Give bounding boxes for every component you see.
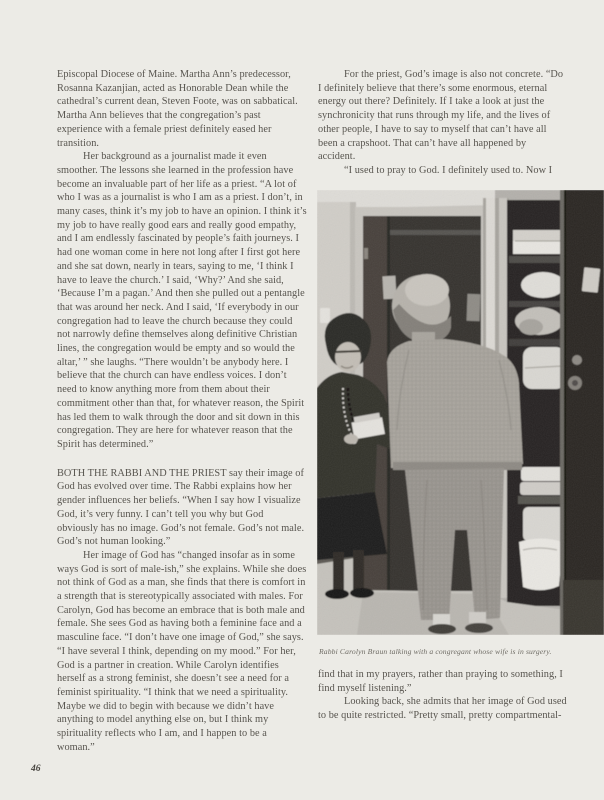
photo-rabbi-with-congregant bbox=[317, 190, 604, 635]
paragraph: Her image of God has “changed insofar as in some ways God is sort of male-ish,” she explains. While she does not think of God as a man, she finds that there is comfort in a strength that is stereotypically associated with males. For Carolyn, God has become an embrace that is both male and female. She sees God as having both a feminine face and a masculine face. “I don’t have one image of God,” she says. “I have several I think, depending on my mood.” For her, God is a partner in creation. While Carolyn identifies herself as a strong feminist, she doesn’t see a need for a feminist spirituality. “I think that we need a spirituality. Maybe we did to begin with because we didn’t have anything to model anything else on, but I think my spirituality reflects who I am, and I happen to be a woman.” bbox=[57, 549, 307, 753]
paragraph: Episcopal Diocese of Maine. Martha Ann’s predecessor, Rosanna Kazanjian, acted as Honorable Dean while the cathedral’s current dean, Steven Foote, was on sabbatical. Martha Ann believes that the congregation’s past experience with a female priest definitely eased her transition. bbox=[57, 69, 298, 149]
photo-caption: Rabbi Carolyn Braun talking with a congregant whose wife is in surgery. bbox=[319, 647, 552, 656]
page-number: 46 bbox=[31, 764, 41, 774]
photo-illustration bbox=[317, 190, 604, 635]
paragraph: find that in my prayers, rather than praying to something, I find myself listening.” bbox=[318, 669, 563, 694]
right-text-column-top bbox=[318, 68, 565, 178]
paragraph: “I used to pray to God. I definitely used to. Now I bbox=[344, 164, 553, 176]
left-text-column bbox=[57, 68, 307, 754]
paragraph: For the priest, God’s image is also not concrete. “Do I definitely believe that there’s some enormous, eternal energy out there? Definitely. If I take a look at just the synchronicity that runs through my life, and the lives of other people, I have to say to myself that can’t have all been a crapshoot. That can’t have all happened by accident. bbox=[318, 69, 564, 163]
paragraph: Her background as a journalist made it even smoother. The lessons she learned in the profession have become an invaluable part of her life as a priest. “A lot of who I was as a journalist is who I am as a priest. I don’t, in many cases, think it’s my job to have an opinion. I think it’s my job to have really good ears and really good empathy, and I am endlessly fascinated by people’s faith journeys. I had one woman come in here not long after I first got here and she sat down, nearly in tears, saying to me, ‘I think I have to leave the church.’ I said, ‘Why?’ And she said, ‘Because I’m a pagan.’ And then she pulled out a pentangle that was around her neck. And I said, ‘If everybody in our congregation had to leave the church because they could not narrowly define themselves along definitive Christian lines, the congregation would be empty and so would the altar,’ ” she laughs. “There wouldn’t be anybody here. I believe that the church can have endless voices. I don’t need to know anything more from them about their commitment other than that, for whatever reason, the Spirit has led them to walk through the door and sit down in this congregation. They are here for whatever reason that the Spirit has determined.” bbox=[57, 151, 307, 450]
paragraph: BOTH THE RABBI AND THE PRIEST say their image of God has evolved over time. The Rabbi explains how her gender influences her beliefs. “When I say how I visualize God, it’s very funny. I can’t tell you why but God obviously has no image. God’s not female. God’s not male. God’s not human looking.” bbox=[57, 467, 305, 548]
paragraph: Looking back, she admits that her image of God used to be quite restricted. “Pretty small, pretty compartmental- bbox=[318, 696, 567, 722]
right-text-column-bottom bbox=[318, 668, 567, 723]
